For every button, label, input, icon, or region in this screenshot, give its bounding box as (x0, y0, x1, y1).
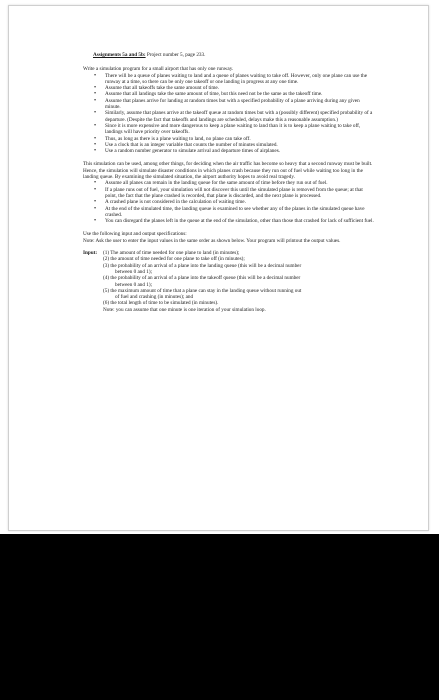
list-item: • Assume that all takeoffs take the same amount of time. (105, 85, 375, 91)
input-item (103, 275, 375, 288)
input-item-text: (4) the probability of an arrival of a plane into the takeoff queue (this will be a decimal number (103, 275, 301, 282)
assignment-title: Assignments 5a and 5b: (93, 52, 146, 58)
project-reference: Project number 5, page 233. (146, 52, 206, 58)
simulation-purpose-paragraph: This simulation can be used, among other things, for deciding when the air traffic has become so heavy that a second runway must be built. Hence, the simulation will simulate disaster conditions in which planes crash because they run out of fuel while waiting too long in the landing queue. By examining the simulated situation, the airport authority hopes to avoid real tragedy. (83, 161, 373, 181)
list-item: • At the end of the simulated time, the landing queue is examined to see whether any of the planes in the simulated queue have crashed. (105, 206, 375, 219)
input-specification (83, 250, 375, 313)
input-item-continuation: of fuel and crashing (in minutes); and (115, 294, 194, 301)
list-item: • Similarly, assume that planes arrive at the takeoff queue at random times but with a (possibly different) specified probability of a departure. (Despite the fact that takeoffs and landings are scheduled, delays make this a reasonable assumption.) (105, 110, 375, 123)
list-item: • Since it is more expensive and more dangerous to keep a plane waiting to land than it is to keep a plane waiting to take off, landings will have priority over takeoffs. (105, 123, 375, 136)
input-item-text: Note: you can assume that one minute is one iteration of your simulation loop. (103, 306, 266, 313)
list-item: • Thus, as long as there is a plane waiting to land, no plane can take off. (105, 136, 375, 142)
requirements-list (83, 73, 375, 155)
input-item (103, 288, 375, 301)
list-item: • Assume all planes can remain in the landing queue for the same amount of time before they run out of fuel. (105, 180, 375, 186)
list-item: • You can disregard the planes left in the queue at the end of the simulation, other than those that crashed for lack of sufficient fuel. (105, 218, 375, 224)
input-item (103, 263, 375, 276)
input-item-text: (2) the amount of time needed for one plane to take off (in minutes); (103, 256, 245, 263)
input-items (103, 250, 375, 313)
document-content (83, 52, 375, 313)
input-item-text: (1) The amount of time needed for one plane to land (in minutes); (103, 250, 240, 257)
spec-line: Use the following input and output specifications: (83, 231, 187, 238)
list-item: • Assume that all landings take the same amount of time, but this need not be the same as the takeoff time. (105, 91, 375, 97)
input-item-continuation: between 0 and 1); (115, 281, 153, 288)
fuel-rules-list (83, 180, 375, 224)
order-note: Note: Ask the user to enter the input values in the same order as shown below. Your program will printout the output values. (83, 237, 341, 244)
list-item: • If a plane runs out of fuel, your simulation will not discover this until the simulated plane is removed from the queue; at that point, the fact that the plane crashed is recorded, that plane is discarded, and the next plane is processed. (105, 187, 375, 200)
input-item-text: (3) the probability of an arrival of a plane into the landing queue (this will be a decimal number (103, 262, 302, 269)
input-item-text: (6) the total length of time to be simulated (in minutes). (103, 300, 219, 307)
list-item: • A crashed plane is not considered in the calculation of waiting time. (105, 199, 375, 205)
input-label: Input: (83, 250, 98, 257)
input-item-text: (5) the maximum amount of time that a plane can stay in the landing queue without running out (103, 287, 302, 294)
input-item-continuation: between 0 and 1); (115, 268, 153, 275)
list-item: • Use a clock that is an integer variable that counts the number of minutes simulated. (105, 142, 375, 148)
intro-paragraph: Write a simulation program for a small airport that has only one runway. (83, 66, 234, 73)
list-item: • Assume that planes arrive for landing at random times but with a specified probability of a plane arriving during any given minute. (105, 98, 375, 111)
document-page (8, 5, 429, 531)
list-item: • Use a random number generator to simulate arrival and departure times of airplanes. (105, 148, 375, 154)
list-item: • There will be a queue of planes waiting to land and a queue of planes waiting to take off. However, only one plane can use the runway at a time, so there can be only one takeoff or one landing in progress at any one time. (105, 73, 375, 86)
input-item (103, 307, 375, 313)
assignment-heading (93, 52, 375, 58)
